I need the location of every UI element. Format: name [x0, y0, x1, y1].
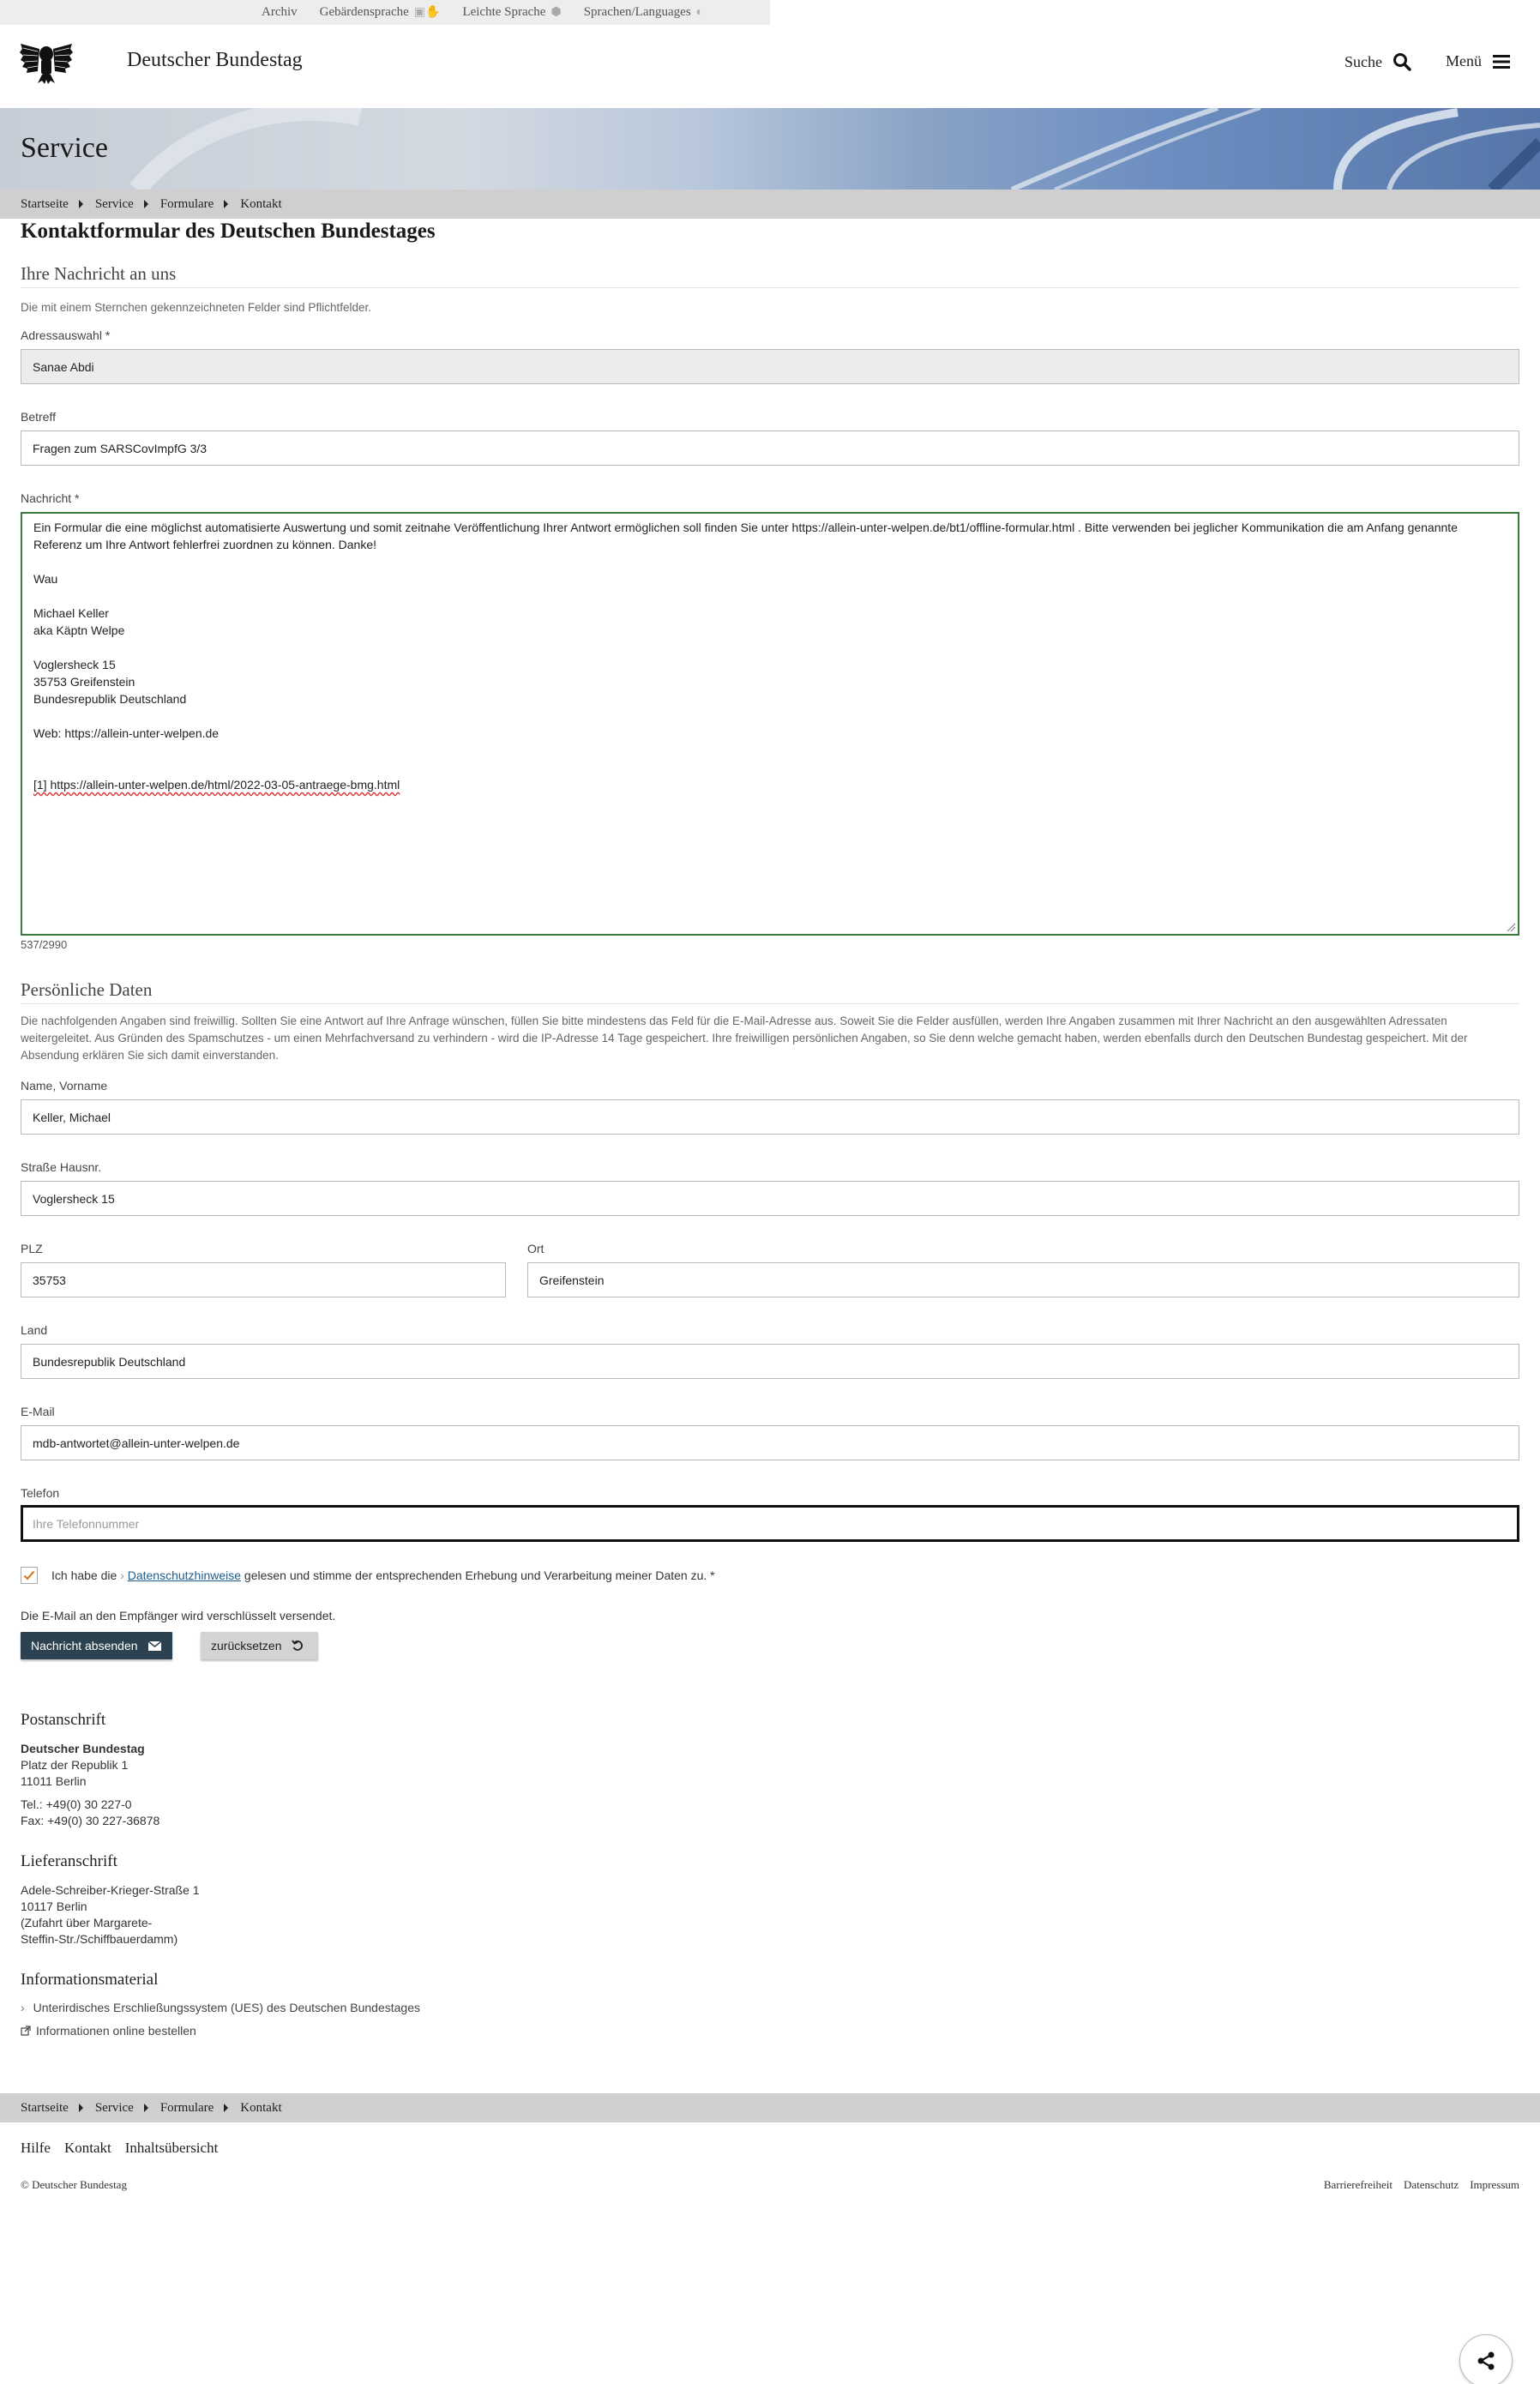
link-gebaerdensprache[interactable]: Gebärdensprache ▣✋ — [319, 5, 441, 19]
city-label: Ort — [527, 1242, 544, 1255]
personal-section-title: Persönliche Daten — [21, 979, 153, 1000]
checkmark-icon — [23, 1570, 35, 1580]
message-label: Nachricht * — [21, 491, 80, 505]
order-info-link[interactable]: Informationen online bestellen — [21, 2024, 196, 2038]
breadcrumb-separator-icon — [144, 2104, 148, 2112]
site-brand[interactable]: Deutscher Bundestag — [127, 49, 303, 71]
breadcrumb-startseite[interactable]: Startseite — [21, 2100, 69, 2115]
envelope-icon — [148, 1641, 161, 1651]
site-header — [0, 25, 1540, 108]
resize-handle-icon[interactable] — [1506, 922, 1516, 932]
breadcrumb-startseite[interactable]: Startseite — [21, 196, 69, 211]
name-input[interactable]: Keller, Michael — [21, 1099, 1519, 1135]
email-label: E-Mail — [21, 1405, 55, 1418]
required-fields-hint: Die mit einem Sternchen gekennzeichneten Felder sind Pflichtfelder. — [21, 301, 371, 314]
external-link-icon — [21, 2026, 31, 2036]
copyright: © Deutscher Bundestag — [21, 2178, 127, 2191]
phone-label: Telefon — [21, 1486, 60, 1500]
submit-button[interactable]: Nachricht absenden — [21, 1632, 172, 1659]
character-counter: 537/2990 — [21, 938, 68, 951]
phone-input[interactable]: Ihre Telefonnummer — [21, 1505, 1519, 1542]
section-divider — [21, 287, 1519, 288]
footer-link-inhaltsuebersicht[interactable]: Inhaltsübersicht — [124, 2140, 219, 2156]
consent-checkbox[interactable] — [21, 1567, 38, 1584]
delivery-title: Lieferanschrift — [21, 1852, 117, 1870]
sign-language-icon: ▣✋ — [413, 6, 441, 19]
menu-button[interactable]: Menü — [1446, 52, 1511, 70]
footer-link-hilfe[interactable]: Hilfe — [21, 2140, 51, 2156]
ues-link[interactable]: › Unterirdisches Erschließungssystem (UES) des Deutschen Bundestages — [21, 2001, 420, 2014]
breadcrumb — [0, 190, 1540, 219]
subject-label: Betreff — [21, 410, 56, 424]
message-section-title: Ihre Nachricht an uns — [21, 263, 177, 284]
privacy-link[interactable]: Datenschutzhinweise — [127, 1568, 242, 1582]
street-input[interactable]: Voglersheck 15 — [21, 1181, 1519, 1216]
encryption-note: Die E-Mail an den Empfänger wird verschlüsselt versendet. — [21, 1609, 336, 1622]
breadcrumb-service[interactable]: Service — [94, 2100, 134, 2115]
chevron-right-icon: › — [120, 1568, 128, 1582]
address-label: Adressauswahl * — [21, 328, 111, 342]
share-icon — [1476, 2351, 1496, 2371]
breadcrumb-separator-icon — [224, 200, 228, 208]
globe-icon: ◐ — [695, 6, 704, 19]
breadcrumb-formulare[interactable]: Formulare — [159, 2100, 214, 2115]
personal-data-hint: Die nachfolgenden Angaben sind freiwillig. Sollten Sie eine Antwort auf Ihre Anfrage wünschen, füllen Sie bitte mindestens das Feld für die E-Mail-Adresse aus. Soweit Sie die Felder ausfüllen, werden Ihre Angaben zusammen mit Ihrer Nachricht an den ausgewählten Adressaten weitergeleitet. Aus Gründen des Spamschutzes - um einen Mehrfachversand zu verhindern - wird die IP-Adresse 14 Tage gespeichert. Ihre freiwilligen persönlichen Angaben, so Sie denn welche gemacht haben, werden ebenfalls durch den Deutschen Bundestag gespeichert. Mit der Absendung erklären Sie sich damit einverstanden. — [21, 1014, 1468, 1062]
top-utility-bar — [0, 0, 770, 25]
breadcrumb-kontakt[interactable]: Kontakt — [240, 2100, 282, 2115]
breadcrumb-separator-icon — [79, 200, 83, 208]
breadcrumb-formulare[interactable]: Formulare — [159, 196, 214, 211]
link-sprachen[interactable]: Sprachen/Languages ◐ — [583, 5, 704, 19]
breadcrumb-separator-icon — [79, 2104, 83, 2112]
search-button[interactable]: Suche — [1344, 52, 1411, 71]
link-archiv[interactable]: Archiv — [262, 5, 298, 19]
name-label: Name, Vorname — [21, 1079, 108, 1093]
breadcrumb-separator-icon — [144, 200, 148, 208]
share-button[interactable] — [1459, 2334, 1513, 2384]
reset-button[interactable]: zurücksetzen — [201, 1632, 318, 1659]
address-select[interactable]: Sanae Abdi — [21, 349, 1519, 384]
consent-text: Ich habe die › Datenschutzhinweise gelesen und stimme der entsprechenden Erhebung und Verarbeitung meiner Daten zu. * — [51, 1568, 715, 1582]
search-icon — [1393, 52, 1411, 71]
easy-language-icon: ⬢ — [550, 6, 562, 19]
breadcrumb-service[interactable]: Service — [94, 196, 134, 211]
footer-nav — [21, 2140, 218, 2157]
country-label: Land — [21, 1323, 48, 1337]
undo-icon — [292, 1640, 304, 1652]
hero-banner — [0, 108, 1540, 190]
footer-link-kontakt[interactable]: Kontakt — [63, 2140, 111, 2156]
page-title: Kontaktformular des Deutschen Bundestages — [21, 220, 436, 243]
utility-links — [262, 0, 703, 25]
footer-link-barrierefreiheit[interactable]: Barrierefreiheit — [1323, 2178, 1393, 2191]
postal-address: Deutscher Bundestag Platz der Republik 1 11011 Berlin Tel.: +49(0) 30 227-0 Fax: +49(0) 30 227-36878 — [21, 1742, 160, 1827]
delivery-address: Adele-Schreiber-Krieger-Straße 1 10117 Berlin (Zufahrt über Margarete- Steffin-Str./Schiffbauerdamm) — [21, 1883, 200, 1946]
zip-input[interactable]: 35753 — [21, 1262, 506, 1297]
hero-title: Service — [21, 132, 108, 164]
section-divider — [21, 1003, 1519, 1004]
info-title: Informationsmaterial — [21, 1971, 159, 1989]
country-input[interactable]: Bundesrepublik Deutschland — [21, 1344, 1519, 1379]
message-reference: [1] https://allein-unter-welpen.de/html/2022-03-05-antraege-bmg.html — [33, 778, 400, 792]
breadcrumb-separator-icon — [224, 2104, 228, 2112]
zip-label: PLZ — [21, 1242, 43, 1255]
city-input[interactable]: Greifenstein — [527, 1262, 1519, 1297]
email-input[interactable]: mdb-antwortet@allein-unter-welpen.de — [21, 1425, 1519, 1460]
street-label: Straße Hausnr. — [21, 1160, 102, 1174]
chevron-right-icon: › — [21, 2001, 25, 2014]
federal-eagle-logo[interactable] — [19, 37, 74, 85]
message-textarea[interactable]: Ein Formular die eine möglichst automatisierte Auswertung und somit zeitnahe Veröffentlichung Ihrer Antwort ermöglichen soll finden Sie unter https://allein-unter-welpen.de/bt1/offline-formular.html . Bitte verwenden bei jeglicher Kommunikation die am Anfang genannte Referenz um Ihre Antwort fehlerfrei zuordnen zu können. Danke! Wau Michael Keller aka Käptn Welpe Voglersheck 15 35753 Greifenstein Bundesrepublik Deutschland Web: https://allein-unter-welpen.de [1] https://allein-unter-welpen.de/html/2022-03-05-antraege-bmg.html — [21, 512, 1519, 936]
link-leichte-sprache[interactable]: Leichte Sprache ⬢ — [462, 5, 562, 19]
footer-legal-links — [1324, 2178, 1519, 2192]
footer-link-impressum[interactable]: Impressum — [1470, 2178, 1519, 2191]
hero-background-image — [0, 108, 1540, 190]
hamburger-icon — [1492, 53, 1511, 70]
footer-breadcrumb — [0, 2093, 1540, 2122]
subject-input[interactable]: Fragen zum SARSCovImpfG 3/3 — [21, 430, 1519, 466]
breadcrumb-kontakt[interactable]: Kontakt — [240, 196, 282, 211]
footer-link-datenschutz[interactable]: Datenschutz — [1403, 2178, 1459, 2191]
postal-title: Postanschrift — [21, 1711, 106, 1729]
